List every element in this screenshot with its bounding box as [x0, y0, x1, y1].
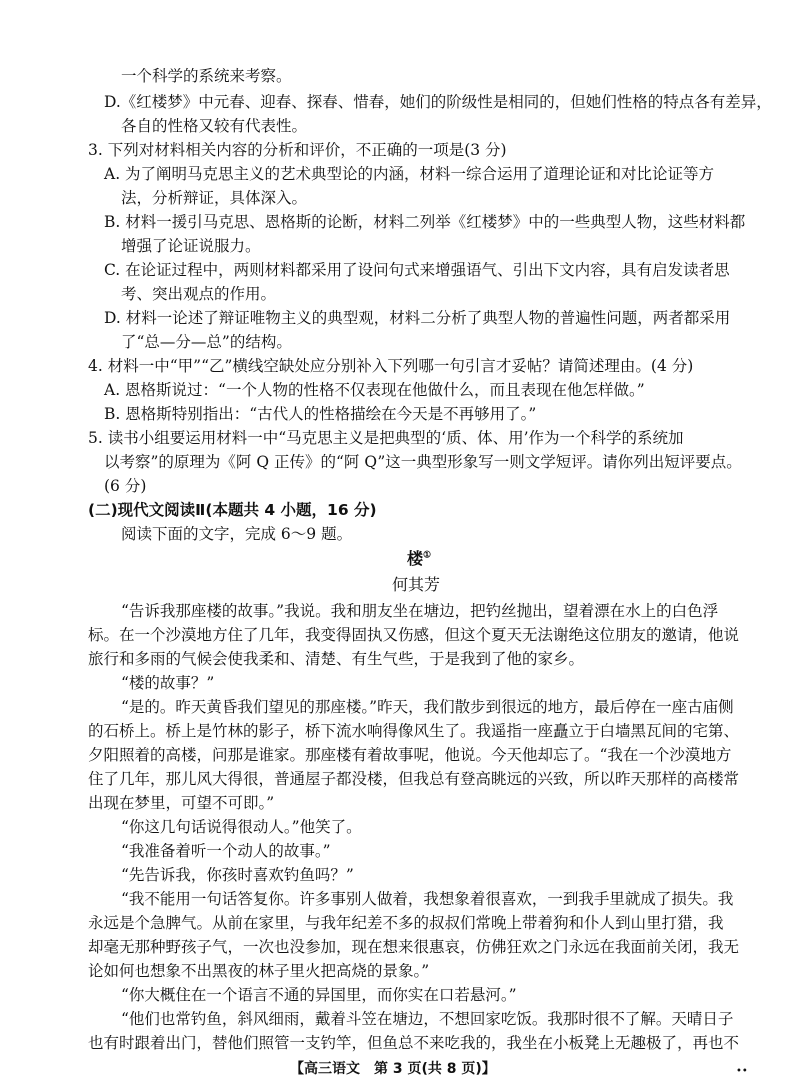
passage-line: “我准备着听一个动人的故事。” [121, 842, 331, 860]
passage-line: “你这几句话说得很动人。”他笑了。 [121, 818, 362, 836]
passage-line: “先告诉我，你孩时喜欢钓鱼吗？” [121, 866, 354, 884]
passage-line: “他们也常钓鱼，斜风细雨，戴着斗笠在塘边，不想回家吃饭。我那时很不了解。天晴日子 [121, 1010, 734, 1028]
option-a-line: A. 恩格斯说过：“一个人物的性格不仅表现在他做什么，而且表现在他怎样做。” [104, 381, 645, 399]
passage-line: “我不能用一句话答复你。许多事别人做着，我想象着很喜欢，一到我手里就成了损失。我 [121, 890, 734, 908]
text-line: 了“总—分—总”的结构。 [121, 333, 292, 351]
passage-line: “你大概住在一个语言不通的异国里，而你实在口若悬河。” [121, 986, 517, 1004]
passage-line: 夕阳照着的高楼，问那是谁家。那座楼有着故事呢，他说。今天他却忘了。“我在一个沙漠地方 [88, 746, 732, 764]
option-d-line: D.《红楼梦》中元春、迎春、探春、惜春，她们的阶级性是相同的，但她们性格的特点各有差异， [104, 93, 772, 111]
question-4: 4. 材料一中“甲”“乙”横线空缺处应分别补入下列哪一句引言才妥帖？请简述理由。(4 分) [88, 357, 694, 375]
passage-line: 却毫无那种野孩子气，一次也没参加，现在想来很惠哀，仿佛狂欢之门永远在我面前关闭，我无 [88, 938, 740, 956]
question-3: 3. 下列对材料相关内容的分析和评价，不正确的一项是(3 分) [88, 141, 507, 159]
question-5: 5. 读书小组要运用材料一中“马克思主义是把典型的‘质、体、用’作为一个科学的系统加 [88, 429, 684, 447]
option-b-line: B. 恩格斯特别指出：“古代人的性格描绘在今天是不再够用了。” [104, 405, 537, 423]
text-line: (6 分) [104, 477, 147, 495]
text-line: 以考察”的原理为《阿 Q 正传》的“阿 Q”这一典型形象写一则文学短评。请你列出短评要点。 [104, 453, 742, 471]
passage-line: 论如何也想象不出黑夜的林子里火把高烧的景象。” [88, 962, 430, 980]
passage-title [407, 549, 431, 569]
passage-author: 何其芳 [392, 575, 441, 594]
corner-mark: •• [736, 1066, 748, 1077]
passage-line: 住了几年，那儿风大得很，普通屋子都没楼，但我总有登高眺远的兴致，所以昨天那样的高楼常 [88, 770, 740, 788]
instruction-line: 阅读下面的文字，完成 6～9 题。 [121, 525, 353, 543]
text-line: 一个科学的系统来考察。 [121, 67, 292, 85]
passage-line: “楼的故事？” [121, 674, 215, 692]
text-line: 增强了论证说服力。 [121, 237, 261, 255]
passage-line: 也有时跟着出门，替他们照管一支钓竿，但鱼总不来吃我的，我坐在小板凳上无趣极了，再也不 [88, 1034, 740, 1052]
passage-line: 出现在梦里，可望不可即。” [88, 794, 275, 812]
footnote-marker: ① [423, 550, 432, 561]
passage-line: “是的。昨天黄昏我们望见的那座楼。”昨天，我们散步到很远的地方，最后停在一座古庙侧 [121, 698, 734, 716]
section-heading: (二)现代文阅读Ⅱ(本题共 4 小题，16 分) [88, 501, 377, 519]
text-line: 各自的性格又较有代表性。 [121, 117, 308, 135]
option-c-line: C. 在论证过程中，两则材料都采用了设问句式来增强语气、引出下文内容，具有启发读者思 [104, 261, 730, 279]
passage-line: 的石桥上。桥上是竹林的影子，桥下流水响得像风生了。我遥指一座矗立于白墙黑瓦间的宅第、 [88, 722, 740, 740]
option-d-line: D. 材料一论述了辩证唯物主义的典型观，材料二分析了典型人物的普遍性问题，两者都采用 [104, 309, 731, 327]
page-footer: 【高三语文 第 3 页(共 8 页)】 [290, 1061, 496, 1077]
passage-line: 标。在一个沙漠地方住了几年，我变得固执又伤感，但这个夏天无法谢绝这位朋友的邀请，他说 [88, 626, 740, 644]
text-line: 法，分析辩证，具体深入。 [121, 189, 308, 207]
passage-title-text: 楼 [407, 549, 424, 568]
passage-line: 永远是个急脾气。从前在家里，与我年纪差不多的叔叔们常晚上带着狗和仆人到山里打猎，我 [88, 914, 724, 932]
text-line: 考、突出观点的作用。 [121, 285, 277, 303]
passage-line: 旅行和多雨的气候会使我柔和、清楚、有生气些，于是我到了他的家乡。 [88, 650, 585, 668]
option-b-line: B. 材料一援引马克思、恩格斯的论断，材料二列举《红楼梦》中的一些典型人物，这些材料都 [104, 213, 746, 231]
passage-line: “告诉我那座楼的故事。”我说。我和朋友坐在塘边，把钓丝抛出，望着漂在水上的白色浮 [121, 602, 719, 620]
option-a-line: A. 为了阐明马克思主义的艺术典型论的内涵，材料一综合运用了道理论证和对比论证等方 [104, 165, 715, 183]
